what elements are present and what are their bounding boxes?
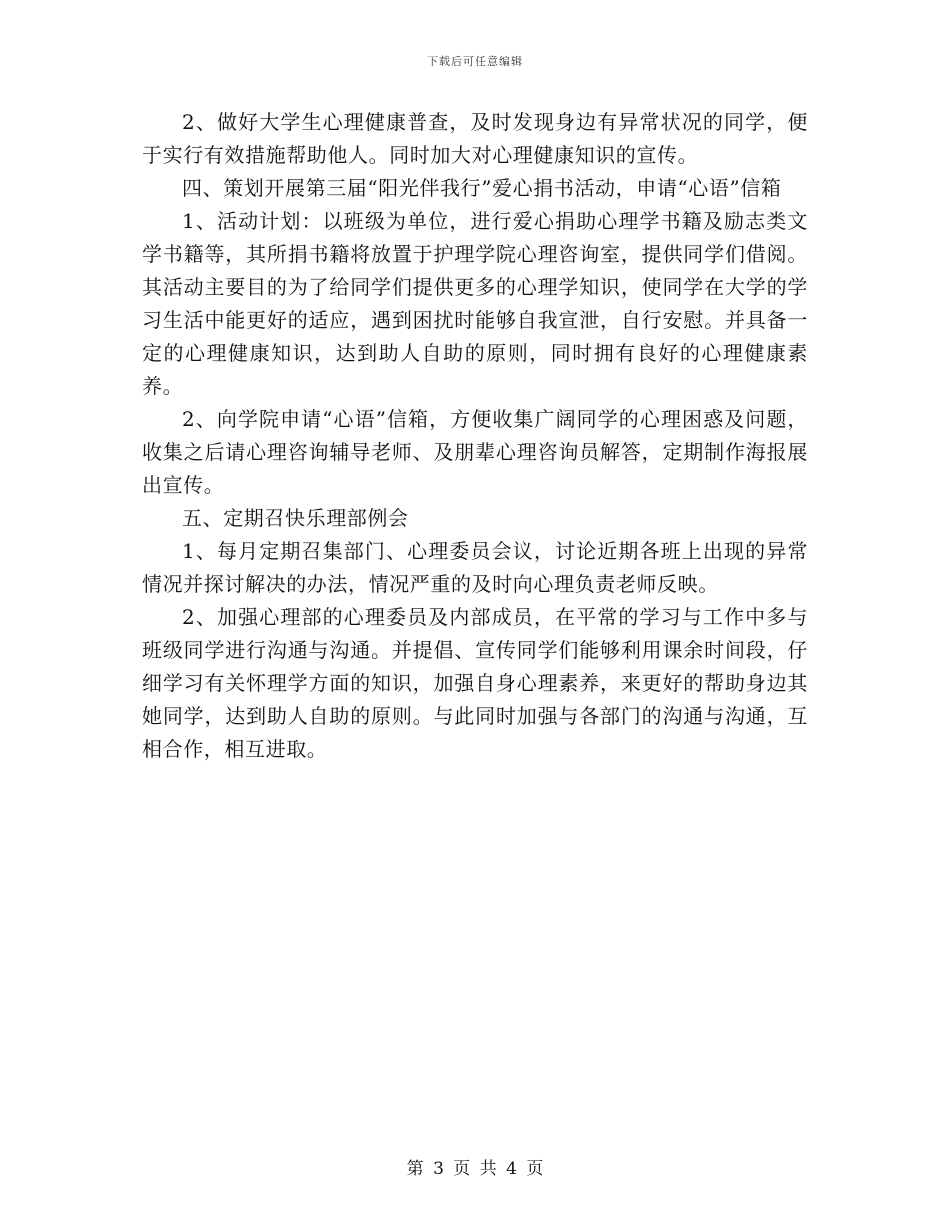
paragraph-mailbox: 2、向学院申请“心语”信箱，方便收集广阔同学的心理困惑及问题，收集之后请心理咨询辅导老师、及朋辈心理咨询员解答，定期制作海报展出宣传。 — [142, 407, 808, 497]
header-note: 下载后可任意编辑 — [427, 55, 523, 68]
paragraph-activity-plan: 1、活动计划：以班级为单位，进行爱心捐助心理学书籍及励志类文学书籍等，其所捐书籍将放置于护理学院心理咨询室，提供同学们借阅。其活动主要目的为了给同学们提供更多的心理学知识，使同学在大学的学习生活中能更好的适应，遇到困扰时能够自我宣泄，自行安慰。并具备一定的心理健康知识，达到助人自助的原则，同时拥有良好的心理健康素养。 — [142, 209, 808, 398]
section-heading-four: 四、策划开展第三届“阳光伴我行”爱心捐书活动，申请“心语”信箱 — [182, 176, 782, 200]
section-heading-five: 五、定期召快乐理部例会 — [182, 506, 409, 530]
paragraph-strengthen: 2、加强心理部的心理委员及内部成员，在平常的学习与工作中多与班级同学进行沟通与沟通。并提倡、宣传同学们能够利用课余时间段，仔细学习有关怀理学方面的知识，加强自身心理素养，来更好的帮助身边其她同学，达到助人自助的原则。与此同时加强与各部门的沟通与沟通，互相合作，相互进取。 — [142, 605, 808, 761]
paragraph-item-2-survey: 2、做好大学生心理健康普查，及时发现身边有异常状况的同学，便于实行有效措施帮助他人。同时加大对心理健康知识的宣传。 — [142, 110, 808, 167]
paragraph-monthly-meeting: 1、每月定期召集部门、心理委员会议，讨论近期各班上出现的异常情况并探讨解决的办法，情况严重的及时向心理负责老师反映。 — [142, 539, 808, 596]
page-number: 第 3 页 共 4 页 — [406, 1159, 544, 1179]
document-body — [142, 106, 808, 766]
